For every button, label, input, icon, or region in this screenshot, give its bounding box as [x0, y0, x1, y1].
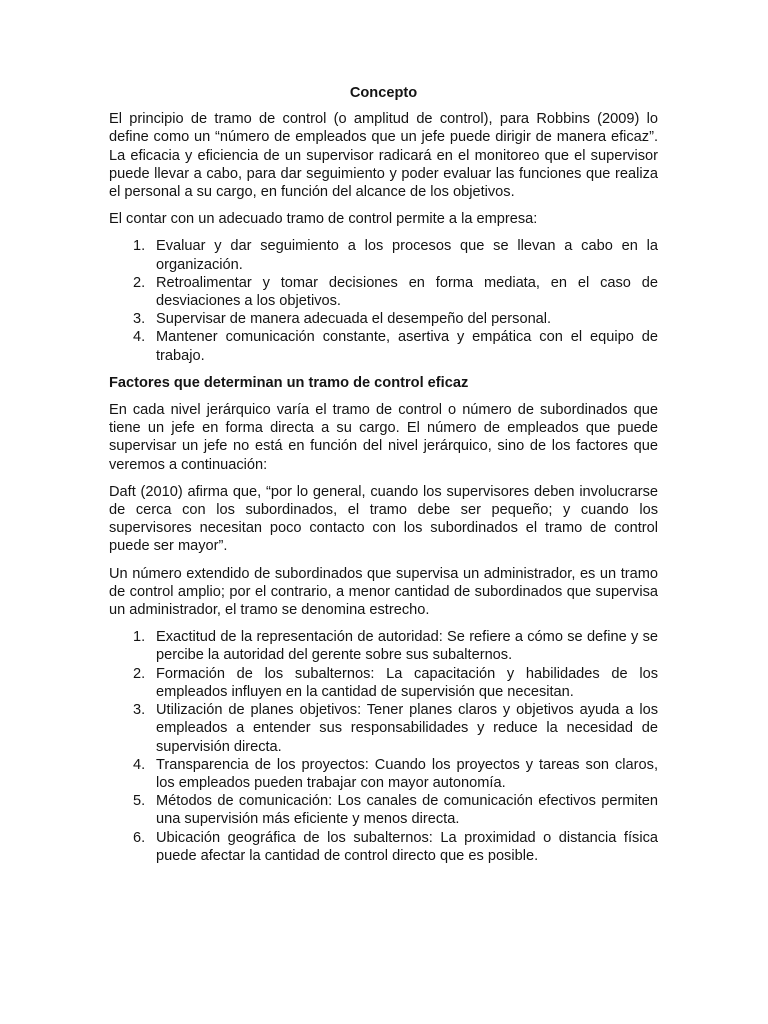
list-item-text: Mantener comunicación constante, asertiva y empática con el equipo de trabajo. — [156, 329, 658, 364]
list-item-text: Formación de los subalternos: La capacitación y habilidades de los empleados influyen en la cantidad de supervisión que necesitan. — [156, 665, 658, 700]
list-item-text: Evaluar y dar seguimiento a los procesos que se llevan a cabo en la organización. — [156, 238, 658, 273]
list-item-text: Utilización de planes objetivos: Tener planes claros y objetivos ayuda a los empleados a entender sus responsabilidades y reduce la necesidad de supervisión directa. — [156, 702, 658, 755]
benefits-list — [109, 237, 658, 364]
list-item — [109, 628, 658, 664]
list-item-number: 4. — [133, 329, 146, 346]
list-item-number: 6. — [133, 829, 146, 846]
list-item — [109, 310, 658, 328]
list-item — [109, 237, 658, 273]
list-item-number: 3. — [133, 311, 146, 328]
intro-paragraph: El principio de tramo de control (o amplitud de control), para Robbins (2009) lo define como un “número de empleados que un jefe puede dirigir de manera eficaz”. La eficacia y eficiencia de un supervisor radicará en el monitoreo que el supervisor puede llevar a cabo, para dar seguimiento y poder evaluar las funciones que realiza el personal a su cargo, en función del alcance de los objetivos. — [109, 111, 658, 201]
list-item-number: 1. — [133, 238, 146, 255]
factors-paragraph-2: Daft (2010) afirma que, “por lo general, cuando los supervisores deben involucrarse de cerca con los subordinados, el tramo debe ser pequeño; y cuando los supervisores necesitan poco contacto con los subordinados el tramo de control puede ser mayor”. — [109, 483, 658, 555]
list-item-number: 2. — [133, 665, 146, 682]
document-title: Concepto — [349, 85, 418, 101]
factors-paragraph-3: Un número extendido de subordinados que supervisa un administrador, es un tramo de control amplio; por el contrario, a menor cantidad de subordinados que supervisa un administrador, el tramo se denomina estrecho. — [109, 565, 658, 619]
list-item-number: 2. — [133, 274, 146, 291]
benefits-intro: El contar con un adecuado tramo de control permite a la empresa: — [109, 211, 538, 228]
list-item-text: Supervisar de manera adecuada el desempeño del personal. — [156, 311, 552, 328]
list-item-text: Ubicación geográfica de los subalternos: La proximidad o distancia física puede afectar la cantidad de control directo que es posible. — [156, 829, 658, 864]
list-item — [109, 792, 658, 828]
list-item-text: Transparencia de los proyectos: Cuando los proyectos y tareas son claros, los empleados pueden trabajar con mayor autonomía. — [156, 756, 658, 791]
list-item-text: Retroalimentar y tomar decisiones en forma mediata, en el caso de desviaciones a los objetivos. — [156, 274, 658, 310]
list-item-number: 5. — [133, 793, 146, 810]
section-heading: Factores que determinan un tramo de control eficaz — [109, 374, 469, 391]
list-item — [109, 274, 658, 310]
list-item-number: 3. — [133, 702, 146, 719]
list-item-text: Métodos de comunicación: Los canales de comunicación efectivos permiten una supervisión más eficiente y menos directa. — [156, 793, 658, 828]
factors-paragraph-1: En cada nivel jerárquico varía el tramo de control o número de subordinados que tiene un jefe en forma directa a su cargo. El número de empleados que puede supervisar un jefe no está en función del nivel jerárquico, sino de los factores que veremos a continuación: — [109, 402, 658, 473]
list-item-text: Exactitud de la representación de autoridad: Se refiere a cómo se define y se percibe la autoridad del gerente sobre sus subalternos. — [156, 629, 658, 664]
list-item — [109, 328, 658, 364]
list-item-number: 4. — [133, 756, 146, 773]
list-item — [109, 701, 658, 756]
list-item — [109, 665, 658, 701]
list-item-number: 1. — [133, 629, 146, 646]
factors-list — [109, 628, 658, 865]
list-item — [109, 756, 658, 792]
document-page — [109, 84, 658, 874]
list-item — [109, 829, 658, 865]
